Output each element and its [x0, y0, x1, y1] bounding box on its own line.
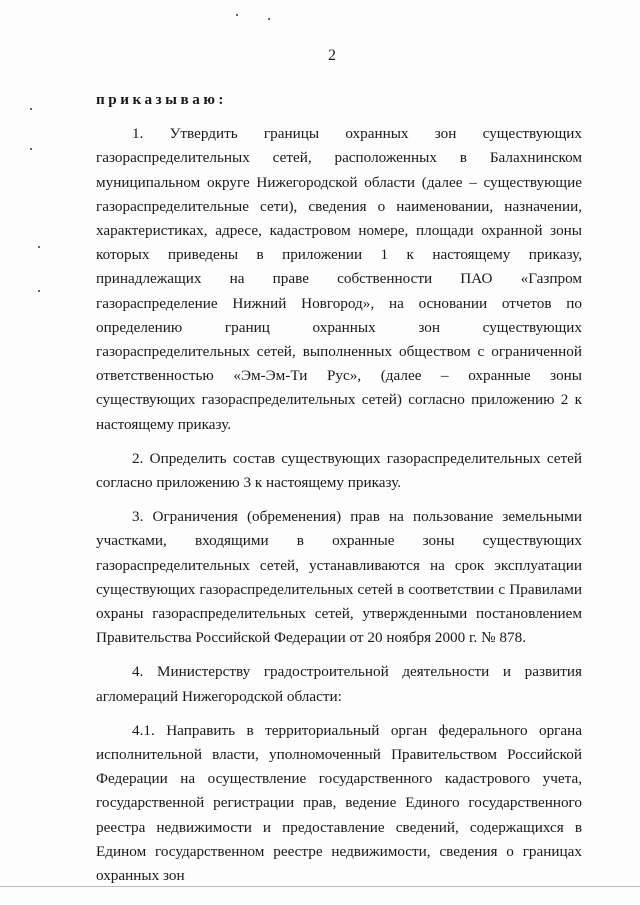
scan-speck	[236, 14, 238, 16]
page-number: 2	[328, 47, 336, 64]
scan-speck	[268, 18, 270, 20]
paragraph-4-1: 4.1. Направить в территориальный орган федерального органа исполнительной власти, уполномоченный Правительством Российской Федерации на осуществление государственного кадастрового учета, государственной регистрации прав, ведение Единого государственного реестра недвижимости и предоставление сведений, содержащихся в Едином государственном реестре недвижимости, сведения о границах охранных зон	[96, 721, 582, 885]
scan-speck	[30, 108, 32, 110]
paragraph-3: 3. Ограничения (обременения) прав на пользование земельными участками, входящими в охранные зоны существующих газораспределительных сетей, устанавливаются на срок эксплуатации существующих газораспределительных сетей в соответствии с Правилами охраны газораспределительных сетей, утвержденными постановлением Правительства Российской Федерации от 20 ноября 2000 г. № 878.	[96, 508, 582, 647]
paragraph-4: 4. Министерству градостроительной деятельности и развития агломераций Нижегородской области:	[96, 663, 582, 705]
document-body	[96, 88, 582, 898]
scan-speck	[38, 246, 40, 248]
paragraph-2: 2. Определить состав существующих газораспределительных сетей согласно приложению 3 к настоящему приказу.	[96, 449, 582, 492]
scan-speck	[38, 290, 40, 292]
scan-speck	[30, 148, 32, 150]
order-heading: приказываю:	[96, 91, 227, 108]
paragraph-1: 1. Утвердить границы охранных зон существующих газораспределительных сетей, расположенных в Балахнинском муниципальном округе Нижегородской области (далее – существующие газораспределительные сети), сведения о наименовании, назначении, характеристиках, адресе, кадастровом номере, площади охранной зоны которых приведены в приложении 1 к настоящему приказу, принадлежащих на праве собственности ПАО «Газпром газораспределение Нижний Новгород», на основании отчетов по определению границ охранных зон существующих газораспределительных сетей, выполненных обществом с ограниченной ответственностью «Эм-Эм-Ти Рус», (далее – охранные зоны существующих газораспределительных сетей) согласно приложению 2 к настоящему приказу.	[96, 125, 582, 433]
page-edge-line	[0, 886, 640, 887]
